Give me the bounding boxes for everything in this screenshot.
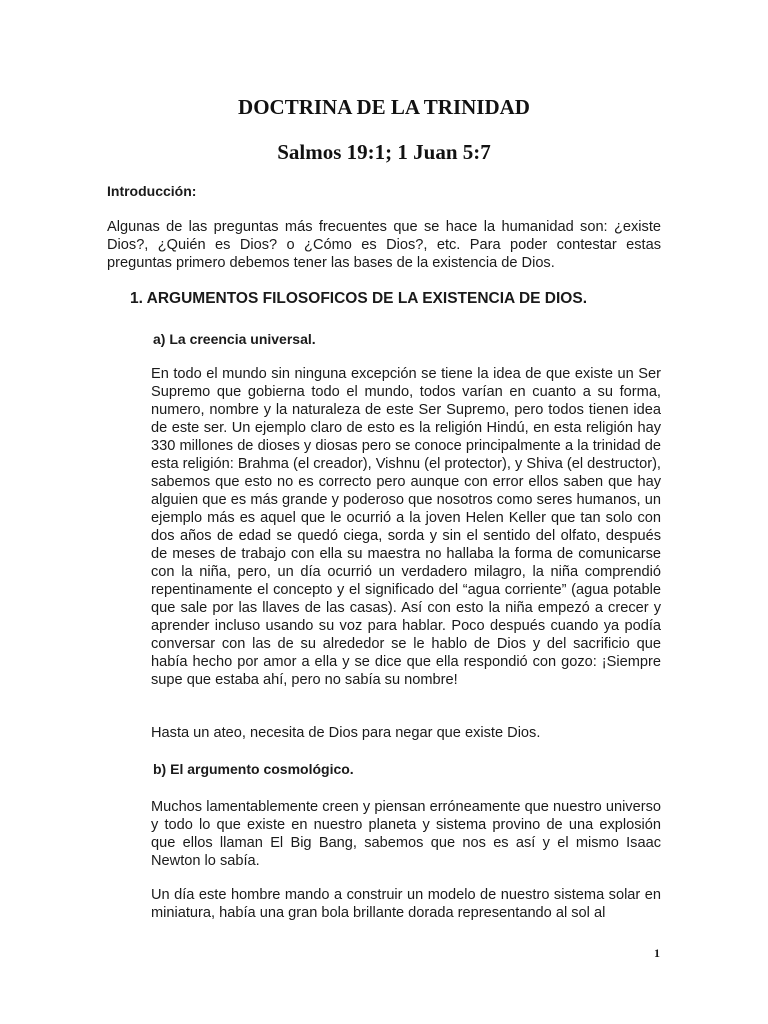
intro-paragraph: Algunas de las preguntas más frecuentes que se hace la humanidad son: ¿existe Dios?, ¿Quién es Dios? o ¿Cómo es Dios?, etc. Para poder contestar estas preguntas primero debemos tener las bases de la existencia de Dios. [107,219,661,271]
subsection-a-heading: a) La creencia universal. [153,331,316,347]
subsection-a-paragraph: En todo el mundo sin ninguna excepción se tiene la idea de que existe un Ser Supremo que gobierna todo el mundo, todos varían en cuanto a su forma, numero, nombre y la naturaleza de este Ser Supremo, pero todos tienen idea de este ser. Un ejemplo claro de esto es la religión Hindú, en esta religión hay 330 millones de dioses y diosas pero se conoce principalmente a la trinidad de esta religión: Brahma (el creador), Vishnu (el protector), y Shiva (el destructor), sabemos que esto no es correcto pero aunque con error ellos saben que hay alguien que es más grande y poderoso que nosotros como seres humanos, un ejemplo más es aquel que le ocurrió a la joven Helen Keller que tan solo con dos años de edad se quedó ciega, sorda y sin el sentido del olfato, después de meses de trabajo con ella su maestra no hallaba la forma de comunicarse con la niña, pero, un día ocurrió un verdadero milagro, la niña comprendió repentinamente el concepto y el significado del “agua corriente” (agua potable que sale por las llaves de las casas). Así con esto la niña empezó a crecer y aprender incluso usando su voz para hablar. Poco después cuando ya podía conversar con las de su alrededor se le hablo de Dios y del sacrificio que había hecho por amor a ella y se dice que ella respondió con gozo: ¡Siempre supe que estaba ahí, pero no sabía su nombre! [151,366,661,688]
subsection-b-paragraph-2: Un día este hombre mando a construir un modelo de nuestro sistema solar en miniatura, había una gran bola brillante dorada representando al sol al [151,887,661,921]
section-1-heading: 1. ARGUMENTOS FILOSOFICOS DE LA EXISTENCIA DE DIOS. [130,290,588,307]
document-title: DOCTRINA DE LA TRINIDAD [238,95,530,119]
subsection-b-heading: b) El argumento cosmológico. [153,761,354,777]
subsection-b-paragraph: Muchos lamentablemente creen y piensan erróneamente que nuestro universo y todo lo que existe en nuestro planeta y sistema provino de una explosión que ellos llaman El Big Bang, sabemos que nos es así y el mismo Isaac Newton lo sabía. [151,799,661,869]
page-number: 1 [654,946,660,960]
document-subtitle: Salmos 19:1; 1 Juan 5:7 [277,140,491,164]
subsection-a-paragraph-2: Hasta un ateo, necesita de Dios para negar que existe Dios. [151,725,541,741]
intro-heading: Introducción: [107,183,197,199]
